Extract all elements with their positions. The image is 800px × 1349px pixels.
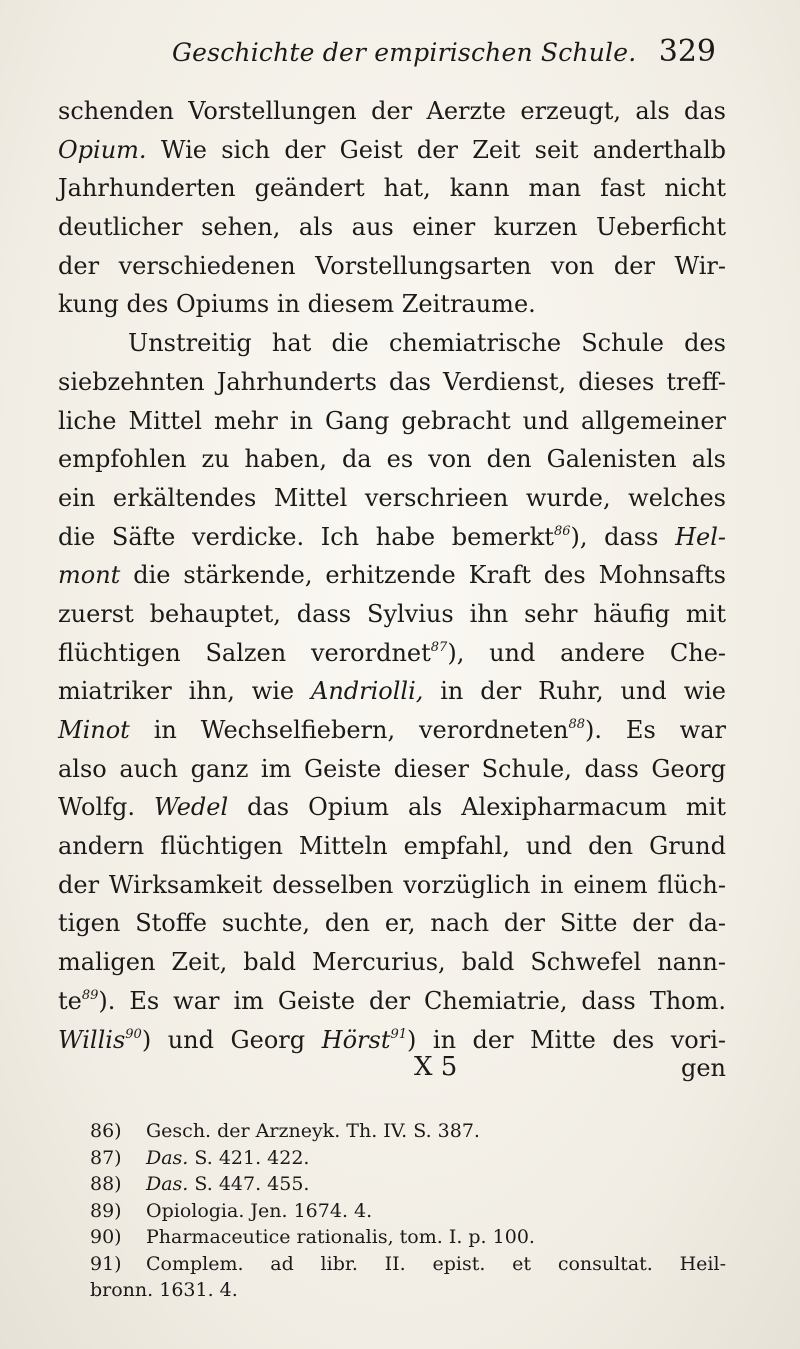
footnote-text: Das. xyxy=(146,1173,189,1195)
text-line: tigen Stoffe suchte, den er, nach der Sitte der da- xyxy=(58,909,726,938)
text-line: die Säfte verdicke. Ich habe bemerkt$^{86}$), dass Hel- xyxy=(58,522,726,551)
text-line: Minot in Wechselfiebern, verordneten$^{88}$). Es war xyxy=(58,716,726,744)
footnote-mark: 90) xyxy=(90,1226,122,1248)
text-line: der Wirksamkeit desselben vorzüglich in einem flüch- xyxy=(58,870,726,899)
text-line: Opium. Wie sich der Geist der Zeit seit anderthalb xyxy=(58,135,726,164)
text-line: Willis$^{90}$) und Georg Hörst$^{91}$) in der Mitte des vori- xyxy=(58,1025,726,1054)
signature-row xyxy=(58,1052,726,1086)
text-line: der verschiedenen Vorstellungsarten von der Wir- xyxy=(58,251,726,280)
footnote xyxy=(90,1145,726,1172)
footnote-mark: 88) xyxy=(90,1173,122,1195)
footnote xyxy=(90,1224,726,1251)
footnote-text: Complem. ad libr. II. epist. et consultat. Heil- xyxy=(146,1252,726,1275)
footnote-ref: 86 xyxy=(553,523,571,539)
text-line: schenden Vorstellungen der Aerzte erzeugt, als das xyxy=(58,97,726,125)
main-text xyxy=(58,92,726,1059)
footnote-continuation xyxy=(90,1277,726,1304)
footnote-mark: 86) xyxy=(90,1120,122,1142)
text-line: siebzehnten Jahrhunderts das Verdienst, dieses treff- xyxy=(58,367,726,396)
footnote-text: Das. xyxy=(146,1146,189,1169)
footnote-ref: 89 xyxy=(81,987,99,1003)
catchword: gen xyxy=(680,1054,726,1082)
text-line: Jahrhunderten geändert hat, kann man fast nicht xyxy=(58,174,726,203)
footnote-text: bronn. 1631. 4. xyxy=(90,1279,238,1301)
text-line: flüchtigen Salzen verordnet$^{87}$), und andere Che- xyxy=(58,638,726,667)
signature-mark: X 5 xyxy=(414,1052,458,1082)
footnote-mark: 89) xyxy=(90,1199,122,1222)
footnote-text: Opiologia. Jen. 1674. 4. xyxy=(146,1199,373,1222)
text-line: deutlicher sehen, als aus einer kurzen Ueberficht xyxy=(58,213,726,242)
footnote-text: Gesch. der Arzneyk. Th. IV. S. 387. xyxy=(146,1120,480,1142)
footnote xyxy=(90,1251,726,1278)
text-line: mont die stärkende, erhitzende Kraft des Mohnsafts xyxy=(58,561,726,590)
page-header xyxy=(150,34,720,84)
footnote-mark: 87) xyxy=(90,1146,122,1169)
footnote-ref: 90 xyxy=(125,1026,142,1042)
footnote-mark: 91) xyxy=(90,1252,122,1275)
footnote-text: S. 447. 455. xyxy=(188,1173,310,1195)
text-line: $te^{89}$). Es war im Geiste der Chemiatrie, dass Thom. xyxy=(58,986,726,1015)
text-line: Wolfg. Wedel das Opium als Alexipharmacum mit xyxy=(58,793,726,822)
text-line: miatriker ihn, wie Andriolli, in der Ruhr, und wie xyxy=(58,677,727,706)
running-title: Geschichte der empirischen Schule. xyxy=(172,38,637,67)
footnote-ref: 88 xyxy=(568,717,586,732)
text-line: liche Mittel mehr in Gang gebracht und allgemeiner xyxy=(58,406,726,435)
text-line: ein erkältendes Mittel verschrieen wurde, welches xyxy=(58,483,726,512)
text-line: kung des Opiums in diesem Zeitraume. xyxy=(58,290,536,319)
footnote xyxy=(90,1171,726,1198)
text-line: maligen Zeit, bald Mercurius, bald Schwefel nann- xyxy=(58,948,726,977)
text-line: empfohlen zu haben, da es von den Galenisten als xyxy=(58,445,726,474)
text-line: andern flüchtigen Mitteln empfahl, und den Grund xyxy=(58,832,726,861)
footnote-ref: 87 xyxy=(430,639,448,655)
page-number: 329 xyxy=(658,34,716,69)
footnotes xyxy=(90,1118,726,1304)
footnote-text: S. 421. 422. xyxy=(188,1146,310,1169)
paragraph-start-line: Unstreitig hat die chemiatrische Schule des xyxy=(128,329,726,358)
footnote xyxy=(90,1198,726,1225)
text-line: also auch ganz im Geiste dieser Schule, dass Georg xyxy=(58,754,726,783)
text-line: zuerst behauptet, dass Sylvius ihn sehr häufig mit xyxy=(58,599,726,628)
footnote xyxy=(90,1118,726,1145)
footnote-ref: 91 xyxy=(390,1026,408,1042)
footnote-text: Pharmaceutice rationalis, tom. I. p. 100. xyxy=(146,1226,535,1248)
